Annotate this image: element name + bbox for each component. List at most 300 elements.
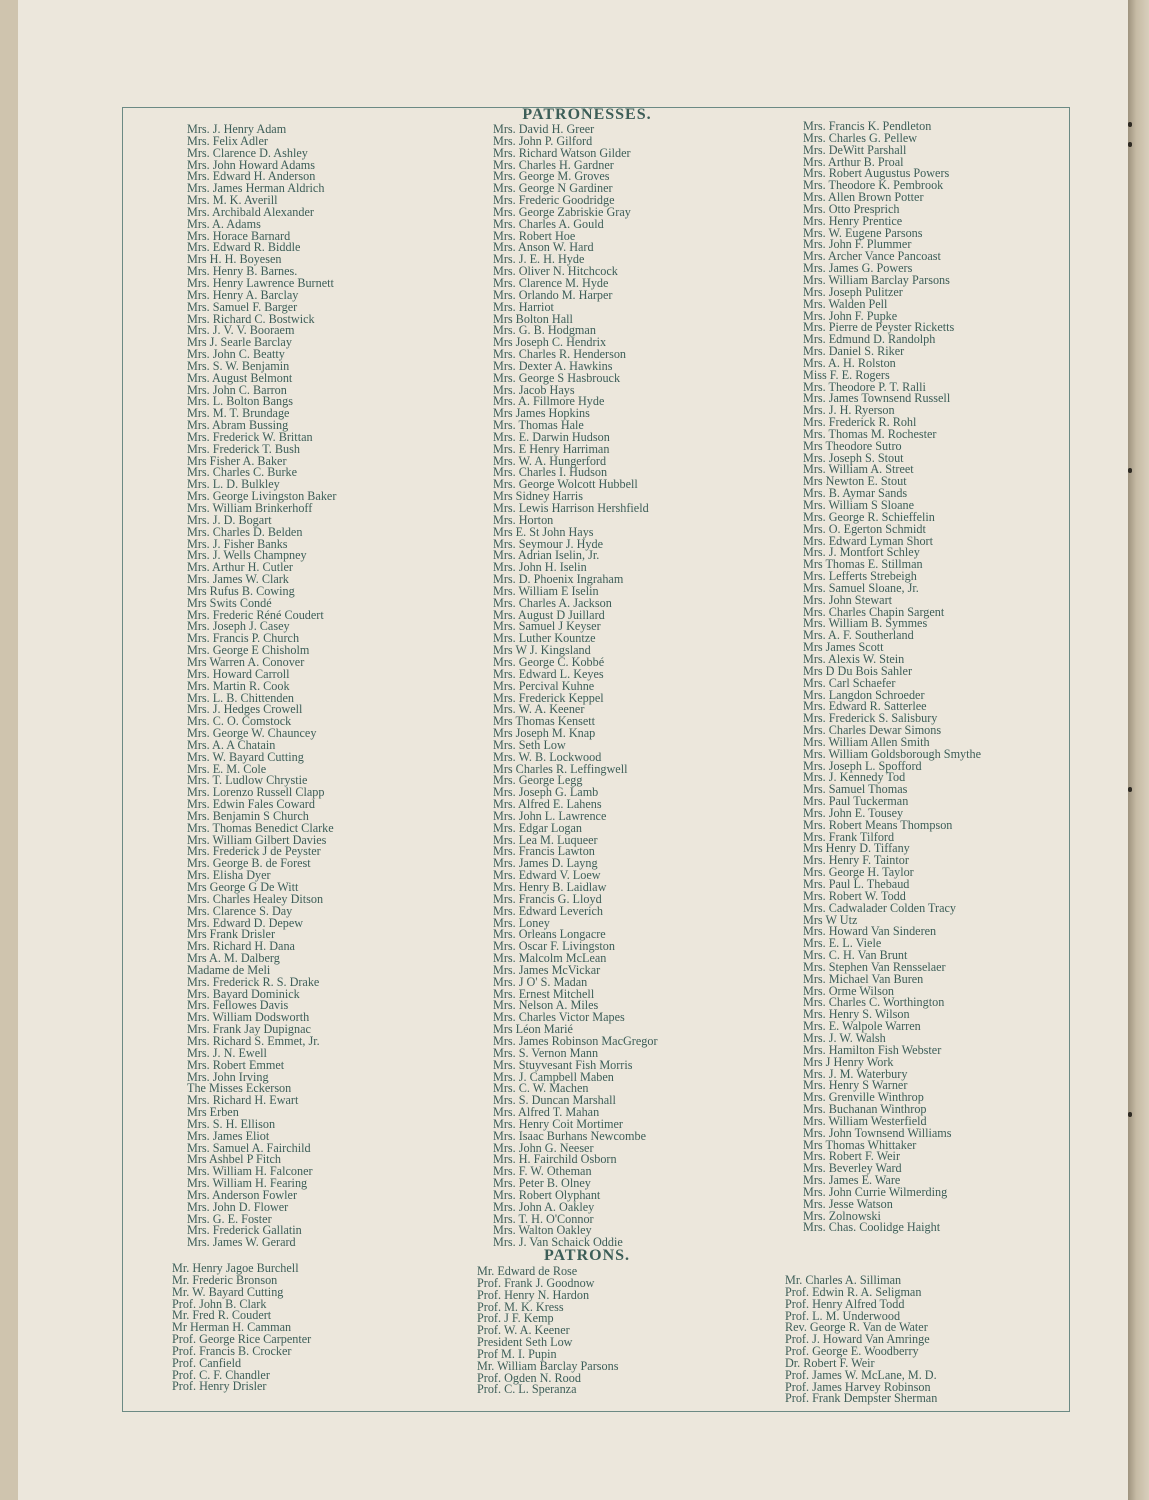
name-entry: Mrs. S. Vernon Mann bbox=[493, 1045, 599, 1060]
name-entry: Mrs. James Eliot bbox=[187, 1128, 270, 1143]
name-entry: Mrs. George Legg bbox=[493, 773, 583, 788]
name-entry: Mrs. William Goldsborough Smythe bbox=[803, 746, 982, 761]
name-entry: Mrs. Frederick S. Salisbury bbox=[803, 711, 938, 726]
name-entry: Mrs. Daniel S. Riker bbox=[803, 344, 905, 359]
name-entry: Mrs. Henry S Warner bbox=[803, 1078, 908, 1093]
name-entry: Mrs. Horton bbox=[493, 512, 554, 527]
name-entry: Mrs. William Dodsworth bbox=[187, 1010, 310, 1025]
name-entry: Mrs. Paul L. Thebaud bbox=[803, 877, 910, 891]
name-entry: Mrs. William Barclay Parsons bbox=[803, 272, 950, 287]
name-entry: Mrs. John Currie Wilmerding bbox=[803, 1184, 948, 1199]
name-entry: Mrs. Hamilton Fish Webster bbox=[803, 1042, 942, 1057]
name-entry: Mrs. James D. Layng bbox=[493, 856, 598, 871]
name-entry: Mrs. Samuel Sloane, Jr. bbox=[803, 580, 919, 595]
binding-hole bbox=[1128, 787, 1132, 792]
name-entry: Mrs. Clarence D. Ashley bbox=[187, 145, 308, 160]
name-entry: Mr. Frederic Bronson bbox=[172, 1272, 278, 1287]
name-entry: Mrs. William H. Falconer bbox=[187, 1164, 313, 1179]
name-entry: Mrs. W. B. Lockwood bbox=[493, 749, 602, 764]
name-entry: Prof. George Rice Carpenter bbox=[172, 1332, 312, 1347]
name-entry: Prof. Edwin R. A. Seligman bbox=[785, 1284, 922, 1299]
name-entry: Mrs. Chas. Coolidge Haight bbox=[803, 1220, 941, 1235]
name-entry: Mrs. William Westerfield bbox=[803, 1113, 927, 1128]
name-entry: Mrs. Howard Carroll bbox=[187, 666, 290, 681]
name-entry: Mrs. Seymour J. Hyde bbox=[493, 536, 604, 551]
name-entry: Mrs. S. W. Benjamin bbox=[187, 358, 290, 373]
name-entry: Mrs. Charles C. Worthington bbox=[803, 995, 945, 1010]
name-entry: Mrs. John L. Lawrence bbox=[493, 808, 607, 823]
name-entry: Mrs. J. V. V. Booraem bbox=[187, 323, 295, 338]
name-entry: Mrs. Ernest Mitchell bbox=[493, 986, 595, 1001]
name-entry: Mrs. Archer Vance Pancoast bbox=[803, 249, 941, 264]
name-entry: Mrs. Francis K. Pendleton bbox=[803, 119, 932, 133]
name-entry: Mrs. Edward Lyman Short bbox=[803, 533, 933, 548]
name-entry: Mrs. Francis G. Lloyd bbox=[493, 891, 602, 906]
name-entry: Mrs. Percival Kuhne bbox=[493, 678, 595, 693]
name-entry: Mrs. Grenville Winthrop bbox=[803, 1090, 924, 1105]
name-entry: Mrs. Archibald Alexander bbox=[187, 204, 314, 219]
name-entry: Mrs. James McVickar bbox=[493, 962, 601, 977]
name-entry: Mrs. Arthur H. Cutler bbox=[187, 560, 293, 575]
name-entry: Mrs Ashbel P Fitch bbox=[187, 1152, 282, 1167]
name-entry: Mrs. J. D. Bogart bbox=[187, 512, 272, 527]
name-entry: Mrs. Robert Augustus Powers bbox=[803, 166, 950, 181]
name-entry: Mrs. Arthur B. Proal bbox=[803, 154, 904, 169]
name-entry: Mrs. J. Wells Champney bbox=[187, 548, 307, 563]
name-entry: Mrs. J. Hedges Crowell bbox=[187, 702, 303, 717]
name-entry: Mrs. William Brinkerhoff bbox=[187, 501, 313, 515]
name-entry: Mrs Newton E. Stout bbox=[803, 474, 907, 489]
name-entry: The Misses Eckerson bbox=[187, 1081, 292, 1096]
name-entry: Mrs. J. E. H. Hyde bbox=[493, 252, 585, 267]
name-entry: Mrs. J. Kennedy Tod bbox=[803, 770, 906, 785]
name-entry: Mrs. Buchanan Winthrop bbox=[803, 1102, 927, 1117]
name-entry: Mr. Edward de Rose bbox=[477, 1264, 578, 1278]
name-entry: Mrs. Zolnowski bbox=[803, 1208, 881, 1223]
name-entry: Mrs. William S Sloane bbox=[803, 498, 915, 512]
name-entry: Mrs. Charles R. Henderson bbox=[493, 347, 627, 362]
name-entry: Mrs. Loney bbox=[493, 915, 550, 930]
name-entry: Mrs. Allen Brown Potter bbox=[803, 190, 924, 205]
name-entry: Mrs. Edward R. Satterlee bbox=[803, 699, 927, 714]
patrons-column-2 bbox=[477, 1266, 618, 1396]
name-entry: Mrs. J. Van Schaick Oddie bbox=[493, 1235, 623, 1250]
name-entry: Mrs. Robert W. Todd bbox=[803, 888, 906, 903]
name-entry: Mrs. J. Henry Adam bbox=[187, 122, 287, 136]
name-entry: Mrs. G. E. Foster bbox=[187, 1211, 272, 1226]
name-entry: Mrs. Joseph Pulitzer bbox=[803, 284, 903, 299]
name-entry: Mrs. Charles H. Gardner bbox=[493, 157, 614, 172]
name-entry: Mrs. John F. Pupke bbox=[803, 308, 898, 323]
name-entry: Prof M. I. Pupin bbox=[477, 1346, 557, 1361]
name-entry: Mrs. A. Fillmore Hyde bbox=[493, 394, 605, 409]
name-entry: Mrs. W. Eugene Parsons bbox=[803, 225, 923, 240]
name-entry: Mrs. Orme Wilson bbox=[803, 983, 895, 998]
name-entry: Mrs. Carl Schaefer bbox=[803, 675, 896, 690]
name-entry: Prof. J. Howard Van Amringe bbox=[785, 1332, 930, 1347]
name-entry: Mrs. Stephen Van Rensselaer bbox=[803, 959, 946, 974]
name-entry: Mrs. John Townsend Williams bbox=[803, 1125, 952, 1140]
name-entry: Prof. Frank J. Goodnow bbox=[477, 1275, 595, 1290]
name-entry: Mrs. Abram Bussing bbox=[187, 418, 289, 433]
name-entry: Prof. George E. Woodberry bbox=[785, 1344, 919, 1359]
name-entry: Mrs. E. Walpole Warren bbox=[803, 1019, 921, 1034]
name-entry: Rev. George R. Van de Water bbox=[785, 1320, 928, 1335]
name-entry: Mrs Henry D. Tiffany bbox=[803, 841, 910, 856]
name-entry: Mrs. John A. Oakley bbox=[493, 1199, 595, 1214]
name-entry: Mrs Erben bbox=[187, 1105, 239, 1120]
name-entry: Mrs. Charles Chapin Sargent bbox=[803, 604, 945, 619]
name-entry: Mrs. Thomas Benedict Clarke bbox=[187, 820, 334, 835]
name-entry: Mrs. Orleans Longacre bbox=[493, 927, 606, 942]
name-entry: Mrs. Henry A. Barclay bbox=[187, 287, 299, 302]
name-entry: Mrs. Edward L. Keyes bbox=[493, 666, 604, 681]
name-entry: Mrs. Jacob Hays bbox=[493, 382, 575, 397]
name-entry: Prof. Canfield bbox=[172, 1355, 242, 1370]
name-entry: Mrs D Du Bois Sahler bbox=[803, 663, 913, 678]
name-entry: Mrs. Otto Presprich bbox=[803, 201, 900, 216]
name-entry: Prof. Henry N. Hardon bbox=[477, 1287, 590, 1302]
name-entry: Prof. L. M. Underwood bbox=[785, 1308, 901, 1323]
name-entry: Mrs. W. A. Hungerford bbox=[493, 453, 607, 468]
name-entry: Mrs. Clarence S. Day bbox=[187, 903, 293, 918]
name-entry: Mrs. H. Fairchild Osborn bbox=[493, 1152, 617, 1167]
name-entry: Mrs. E. Darwin Hudson bbox=[493, 429, 610, 444]
name-entry: Mrs Bolton Hall bbox=[493, 311, 573, 326]
name-entry: Mrs. John Howard Adams bbox=[187, 157, 315, 172]
name-entry: Mrs. Joseph G. Lamb bbox=[493, 785, 599, 800]
name-entry: Mrs. Howard Van Sinderen bbox=[803, 924, 937, 939]
name-entry: Mrs. George C. Kobbé bbox=[493, 654, 605, 669]
name-entry: Prof. John B. Clark bbox=[172, 1296, 267, 1311]
name-entry: Mrs Charles R. Leffingwell bbox=[493, 761, 628, 776]
patrons-column-3 bbox=[785, 1275, 937, 1405]
name-entry: Mrs. Oliver N. Hitchcock bbox=[493, 264, 618, 279]
name-entry: Mrs. Frederick T. Bush bbox=[187, 441, 300, 456]
name-entry: Mrs. Alfred T. Mahan bbox=[493, 1105, 600, 1120]
name-entry: Mrs. George M. Groves bbox=[493, 169, 610, 184]
name-entry: Mrs. Adrian Iselin, Jr. bbox=[493, 548, 600, 563]
name-entry: Mrs. Elisha Dyer bbox=[187, 868, 271, 883]
name-entry: Mrs Warren A. Conover bbox=[187, 654, 305, 669]
name-entry: Mrs. J. Fisher Banks bbox=[187, 536, 288, 551]
name-entry: Prof. Ogden N. Rood bbox=[477, 1370, 581, 1385]
name-entry: Mrs. George E Chisholm bbox=[187, 643, 310, 658]
name-entry: Mrs. J O' S. Madan bbox=[493, 974, 588, 989]
name-entry: Mrs. Edward H. Anderson bbox=[187, 169, 316, 184]
name-entry: Mrs. Robert Olyphant bbox=[493, 1187, 601, 1202]
name-entry: Mrs. A. Adams bbox=[187, 216, 261, 231]
name-entry: Mrs. Malcolm McLean bbox=[493, 951, 607, 966]
name-entry: Mrs. John E. Tousey bbox=[803, 805, 904, 820]
name-entry: Mrs. Clarence M. Hyde bbox=[493, 275, 609, 290]
patrons-column-1 bbox=[172, 1263, 311, 1393]
name-entry: Mrs. O. Egerton Schmidt bbox=[803, 521, 926, 536]
patronesses-heading: PATRONESSES. bbox=[522, 106, 652, 123]
name-entry: Mrs. Henry Coit Mortimer bbox=[493, 1116, 623, 1131]
name-entry: Mr. Charles A. Silliman bbox=[785, 1273, 902, 1287]
name-entry: Mrs James Scott bbox=[803, 640, 884, 655]
name-entry: Mrs. Lorenzo Russell Clapp bbox=[187, 785, 325, 800]
name-entry: Mrs. Francis P. Church bbox=[187, 631, 300, 646]
name-entry: Mrs Theodore Sutro bbox=[803, 438, 902, 453]
name-entry: Mrs Fisher A. Baker bbox=[187, 453, 287, 468]
name-entry: Mrs. Paul Tuckerman bbox=[803, 794, 909, 809]
name-entry: Mrs. Joseph S. Stout bbox=[803, 450, 904, 465]
name-entry: Mrs. John G. Neeser bbox=[493, 1140, 594, 1155]
name-entry: Mrs. J. W. Walsh bbox=[803, 1030, 886, 1045]
name-entry: Mrs Joseph C. Hendrix bbox=[493, 335, 607, 350]
name-entry: Mrs E. St John Hays bbox=[493, 524, 594, 539]
name-entry: Mrs. John Irving bbox=[187, 1069, 269, 1084]
name-entry: Mrs. C. W. Machen bbox=[493, 1081, 589, 1096]
name-entry: Mrs. T. Ludlow Chrystie bbox=[187, 773, 308, 788]
name-entry: Mrs. Robert Hoe bbox=[493, 228, 576, 243]
name-entry: Mrs. C. O. Comstock bbox=[187, 714, 292, 729]
name-entry: Mrs. William A. Street bbox=[803, 462, 914, 477]
name-entry: Mrs. Henry Prentice bbox=[803, 213, 903, 228]
name-entry: Mrs. William Allen Smith bbox=[803, 734, 930, 749]
name-entry: Mrs. Thomas M. Rochester bbox=[803, 426, 937, 441]
name-entry: Mrs. Michael Van Buren bbox=[803, 971, 924, 986]
name-entry: Mrs. Luther Kountze bbox=[493, 631, 596, 646]
name-entry: Mrs. S. Duncan Marshall bbox=[493, 1093, 616, 1108]
name-entry: Mrs. Frederick J de Peyster bbox=[187, 844, 321, 859]
name-entry: Mrs. Richard C. Bostwick bbox=[187, 311, 315, 326]
name-entry: Mrs. Theodore P. T. Ralli bbox=[803, 379, 926, 394]
name-entry: Mrs. Felix Adler bbox=[187, 133, 268, 148]
name-entry: Mrs. William E Iselin bbox=[493, 583, 599, 598]
name-entry: Mrs. Frank Jay Dupignac bbox=[187, 1022, 311, 1037]
name-entry: Mrs. Anson W. Hard bbox=[493, 240, 594, 255]
name-entry: Mrs. Samuel J Keyser bbox=[493, 619, 601, 634]
name-entry: Mrs. Frank Tilford bbox=[803, 829, 895, 844]
name-entry: Mrs. Frederick Gallatin bbox=[187, 1223, 302, 1238]
name-entry: Mrs W J. Kingsland bbox=[493, 643, 591, 658]
name-entry: Prof. M. K. Kress bbox=[477, 1299, 564, 1314]
name-entry: Mrs. Walden Pell bbox=[803, 296, 888, 311]
name-entry: Mr. Henry Jagoe Burchell bbox=[172, 1261, 299, 1275]
name-entry: Prof. J F. Kemp bbox=[477, 1311, 554, 1326]
name-entry: Mrs. J. M. Waterbury bbox=[803, 1066, 908, 1081]
name-entry: Mr. Fred R. Coudert bbox=[172, 1308, 272, 1323]
name-entry: Mrs. Francis Lawton bbox=[493, 844, 595, 859]
name-entry: Mrs. Horace Barnard bbox=[187, 228, 291, 243]
binding-hole bbox=[1128, 122, 1132, 127]
name-entry: Mrs. Frederick Keppel bbox=[493, 690, 604, 705]
name-entry: Mrs. Edgar Logan bbox=[493, 820, 583, 835]
name-entry: Mrs. Edward R. Biddle bbox=[187, 240, 301, 255]
name-entry: Mrs. Frederic Goodridge bbox=[493, 193, 615, 208]
name-entry: Mrs. Cadwalader Colden Tracy bbox=[803, 900, 956, 915]
name-entry: Mrs. Anderson Fowler bbox=[187, 1187, 298, 1202]
name-entry: Mrs. D. Phoenix Ingraham bbox=[493, 572, 624, 587]
name-entry: Mrs. J. H. Ryerson bbox=[803, 403, 895, 418]
name-entry: Mrs. John C. Barron bbox=[187, 382, 287, 397]
name-entry: Mrs. A. A Chatain bbox=[187, 737, 276, 752]
name-entry: Mrs. B. Aymar Sands bbox=[803, 486, 908, 501]
name-entry: Mrs Thomas E. Stillman bbox=[803, 557, 923, 572]
name-entry: Mrs. Henry Lawrence Burnett bbox=[187, 275, 334, 290]
name-entry: Mrs. Orlando M. Harper bbox=[493, 287, 613, 302]
binding-hole bbox=[1128, 142, 1132, 147]
name-entry: Mrs W Utz bbox=[803, 912, 858, 927]
name-entry: Mrs. C. H. Van Brunt bbox=[803, 948, 908, 963]
name-entry: Mrs. A. H. Rolston bbox=[803, 355, 896, 370]
name-entry: Prof. Henry Drisler bbox=[172, 1379, 267, 1394]
name-entry: Mrs. G. B. Hodgman bbox=[493, 323, 596, 338]
binding-hole bbox=[1128, 1112, 1132, 1117]
name-entry: Mrs. George B. de Forest bbox=[187, 856, 311, 871]
name-entry: Mrs. Charles Victor Mapes bbox=[493, 1010, 625, 1025]
name-entry: Mrs. August D Juillard bbox=[493, 607, 605, 622]
binding-spine bbox=[1128, 0, 1149, 1500]
name-entry: Mrs. Charles Dewar Simons bbox=[803, 723, 942, 738]
name-entry: Mrs. George Zabriskie Gray bbox=[493, 204, 631, 219]
name-entry: Mrs. Fellowes Davis bbox=[187, 998, 289, 1013]
name-entry: Mrs. John D. Flower bbox=[187, 1199, 289, 1214]
name-entry: Mrs. Dexter A. Hawkins bbox=[493, 358, 613, 373]
name-entry: Mrs. George Wolcott Hubbell bbox=[493, 477, 638, 492]
name-entry: Mrs. F. W. Otheman bbox=[493, 1164, 592, 1179]
name-entry: Mrs. William Gilbert Davies bbox=[187, 832, 327, 847]
name-entry: Mrs. M. T. Brundage bbox=[187, 406, 290, 421]
name-entry: Mrs. Richard H. Dana bbox=[187, 939, 295, 954]
patronesses-column-2 bbox=[493, 124, 658, 1249]
name-entry: Mrs. George W. Chauncey bbox=[187, 726, 317, 741]
name-entry: Mrs. John Stewart bbox=[803, 592, 893, 607]
name-entry: Dr. Robert F. Weir bbox=[785, 1355, 875, 1370]
name-entry: Mrs. John P. Gilford bbox=[493, 133, 593, 148]
name-entry: Mrs. Samuel A. Fairchild bbox=[187, 1140, 311, 1155]
name-entry: Prof. Francis B. Crocker bbox=[172, 1343, 292, 1358]
name-entry: Mrs A. M. Dalberg bbox=[187, 951, 280, 966]
name-entry: Mrs. M. K. Averill bbox=[187, 193, 278, 208]
name-entry: Mrs. Isaac Burhans Newcombe bbox=[493, 1128, 646, 1143]
name-entry: Mrs. David H. Greer bbox=[493, 122, 595, 136]
name-entry: Mrs. W. Bayard Cutting bbox=[187, 749, 304, 764]
name-entry: Mrs. Alfred E. Lahens bbox=[493, 797, 602, 812]
name-entry: Mrs. Joseph J. Casey bbox=[187, 619, 290, 634]
name-entry: Mrs Sidney Harris bbox=[493, 489, 584, 504]
name-entry: Mr Herman H. Camman bbox=[172, 1320, 292, 1335]
name-entry: Mrs George G De Witt bbox=[187, 880, 299, 894]
name-entry: Mrs. Richard S. Emmet, Jr. bbox=[187, 1033, 320, 1048]
name-entry: Mrs. George R. Schieffelin bbox=[803, 509, 935, 524]
name-entry: Mrs. Lefferts Strebeigh bbox=[803, 569, 917, 584]
name-entry: Mrs. Samuel F. Barger bbox=[187, 299, 298, 314]
name-entry: Mrs. James Townsend Russell bbox=[803, 391, 951, 406]
name-entry: Mrs. Samuel Thomas bbox=[803, 782, 908, 797]
name-entry: Mrs. Walton Oakley bbox=[493, 1223, 592, 1238]
name-entry: Mrs. James Robinson MacGregor bbox=[493, 1033, 658, 1048]
name-entry: Prof. C. F. Chandler bbox=[172, 1367, 270, 1382]
name-entry: Mrs. Henry B. Barnes. bbox=[187, 264, 298, 279]
name-entry: Mrs J Henry Work bbox=[803, 1054, 894, 1069]
patronesses-column-1 bbox=[187, 124, 336, 1249]
name-entry: Mr. W. Bayard Cutting bbox=[172, 1284, 284, 1299]
name-entry: Mrs. Charles A. Jackson bbox=[493, 595, 612, 610]
name-entry: Mrs. Edward D. Depew bbox=[187, 915, 304, 930]
name-entry: Mrs. Bayard Dominick bbox=[187, 986, 300, 1001]
name-entry: Mrs. Charles I. Hudson bbox=[493, 465, 608, 480]
name-entry: Mrs Rufus B. Cowing bbox=[187, 583, 295, 598]
name-entry: Mrs. Jesse Watson bbox=[803, 1196, 893, 1211]
name-entry: Mrs. George H. Taylor bbox=[803, 865, 914, 880]
name-entry: Mr. William Barclay Parsons bbox=[477, 1358, 619, 1373]
name-entry: Prof. James Harvey Robinson bbox=[785, 1379, 931, 1394]
name-entry: Mrs. Edward V. Loew bbox=[493, 868, 601, 883]
name-entry: Mrs. W. A. Keener bbox=[493, 702, 585, 717]
name-entry: Mrs. J. N. Ewell bbox=[187, 1045, 267, 1060]
name-entry: Mrs. Henry B. Laidlaw bbox=[493, 880, 607, 894]
name-entry: Prof. James W. McLane, M. D. bbox=[785, 1367, 937, 1382]
name-entry: Mrs. Henry S. Wilson bbox=[803, 1007, 910, 1022]
name-entry: Miss F. E. Rogers bbox=[803, 367, 890, 382]
name-entry: Mrs. Henry F. Taintor bbox=[803, 853, 909, 868]
name-entry: Mrs Thomas Kensett bbox=[493, 714, 596, 729]
name-entry: Prof. Frank Dempster Sherman bbox=[785, 1391, 938, 1406]
name-entry: Mrs. Robert Means Thompson bbox=[803, 817, 953, 832]
name-entry: Prof. Henry Alfred Todd bbox=[785, 1296, 905, 1311]
name-entry: Mrs. Martin R. Cook bbox=[187, 678, 290, 693]
name-entry: Mrs. James Herman Aldrich bbox=[187, 181, 325, 196]
name-entry: Mrs. Benjamin S Church bbox=[187, 808, 309, 823]
patrons-heading: PATRONS. bbox=[543, 1247, 631, 1264]
name-entry: Mrs. E. L. Viele bbox=[803, 936, 882, 951]
name-entry: Mrs. Charles C. Burke bbox=[187, 465, 298, 480]
name-entry: Mrs. William B. Symmes bbox=[803, 616, 928, 631]
name-entry: Mrs. Peter B. Olney bbox=[493, 1176, 591, 1191]
name-entry: Mrs. Edwin Fales Coward bbox=[187, 797, 315, 812]
name-entry: Mrs. E Henry Harriman bbox=[493, 441, 610, 456]
name-entry: Mrs. L. D. Bulkley bbox=[187, 477, 280, 492]
name-entry: Mrs. Langdon Schroeder bbox=[803, 687, 925, 702]
name-entry: Madame de Meli bbox=[187, 962, 271, 977]
name-entry: Mrs. George Livingston Baker bbox=[187, 489, 337, 504]
name-entry: Mrs. George S Hasbrouck bbox=[493, 370, 621, 385]
name-entry: Mrs. L. Bolton Bangs bbox=[187, 394, 293, 409]
patronesses-column-3 bbox=[803, 121, 981, 1234]
name-entry: Mrs. A. F. Southerland bbox=[803, 628, 914, 643]
name-entry: Mrs. Frederick W. Brittan bbox=[187, 429, 313, 444]
name-entry: Mrs. Theodore K. Pembrook bbox=[803, 178, 944, 193]
name-entry: Mrs. E. M. Cole bbox=[187, 761, 267, 776]
name-entry: Mrs Swits Condé bbox=[187, 595, 272, 610]
name-entry: Prof. W. A. Keener bbox=[477, 1323, 570, 1338]
name-entry: Mrs. Charles D. Belden bbox=[187, 524, 303, 539]
name-entry: Mrs. DeWitt Parshall bbox=[803, 142, 907, 157]
name-entry: Mrs. James G. Powers bbox=[803, 261, 913, 276]
name-entry: Mrs. Oscar F. Livingston bbox=[493, 939, 615, 954]
name-entry: Mrs. Lewis Harrison Hershfield bbox=[493, 501, 649, 515]
name-entry: Mrs. Harriot bbox=[493, 299, 554, 314]
name-entry: Mrs. James W. Clark bbox=[187, 572, 289, 587]
name-entry: Mrs. Richard H. Ewart bbox=[187, 1093, 299, 1108]
name-entry: Mrs. Pierre de Peyster Ricketts bbox=[803, 320, 955, 335]
name-entry: Mrs. George N Gardiner bbox=[493, 181, 613, 196]
name-entry: Mrs. Beverley Ward bbox=[803, 1161, 902, 1176]
name-entry: Mrs. John H. Iselin bbox=[493, 560, 587, 575]
name-entry: Prof. C. L. Speranza bbox=[477, 1382, 577, 1397]
name-entry: Mrs. Thomas Hale bbox=[493, 418, 584, 433]
name-entry: Mrs. John F. Plummer bbox=[803, 237, 912, 252]
binding-hole bbox=[1128, 468, 1132, 473]
name-entry: Mrs. Charles G. Pellew bbox=[803, 130, 918, 145]
name-entry: Mrs Léon Marié bbox=[493, 1022, 573, 1037]
name-entry: Mrs James Hopkins bbox=[493, 406, 590, 421]
name-entry: Mrs. William H. Fearing bbox=[187, 1176, 308, 1191]
